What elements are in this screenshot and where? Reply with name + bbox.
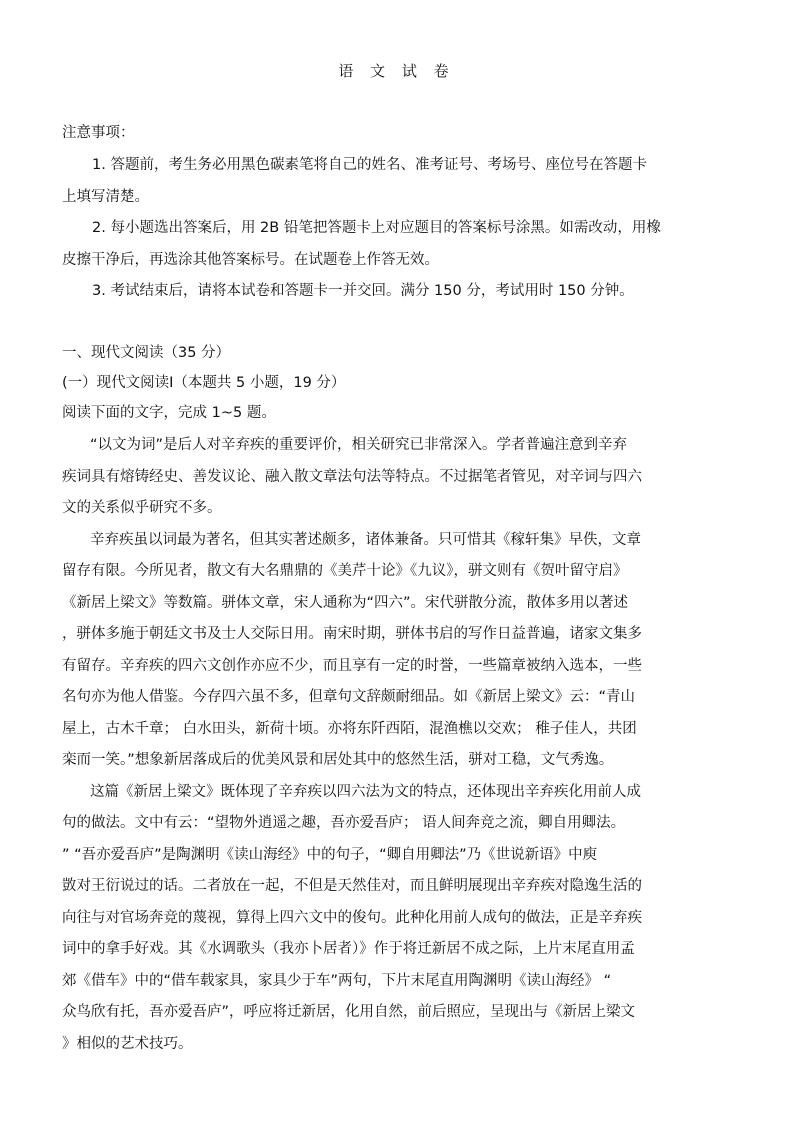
passage-line: ” “吾亦爱吾庐”是陶渊明《读山海经》中的句子，“卿自用卿法”乃《世说新语》中庾 — [62, 847, 598, 863]
passage-line: 屋上，古木千章； 白水田头，新荷十顷。亦将东阡西陌，混渔樵以交欢； 稚子佳人，共团 — [62, 721, 637, 737]
passage-line: 词中的拿手好戏。其《水调歌头（我亦卜居者）》作于将迁新居不成之际，上片末尾直用孟 — [62, 941, 635, 957]
notice-line: 2. 每小题选出答案后，用 2B 铅笔把答题卡上对应题目的答案标号涂黑。如需改动，用橡 — [92, 220, 661, 236]
sub-section-heading: (一）现代文阅读Ⅰ（本题共 5 小题，19 分） — [62, 375, 346, 391]
passage-line: 名句亦为他人借鉴。今存四六虽不多，但章句文辞颇耐细品。如《新居上梁文》云：“青山 — [62, 689, 636, 705]
passage-line: 栾而一笑。”想象新居落成后的优美风景和居处其中的悠然生活，骈对工稳，文气秀逸。 — [62, 752, 614, 768]
passage-line: 敳对王衍说过的话。二者放在一起，不但是天然佳对，而且鲜明展现出辛弃疾对隐逸生活的 — [62, 878, 642, 894]
section-heading: 一、现代文阅读（35 分） — [62, 345, 231, 361]
passage-line: 辛弃疾虽以词最为著名，但其实著述颇多，诸体兼备。只可惜其《稼轩集》早佚，文章 — [90, 532, 641, 548]
passage-line: 有留存。辛弃疾的四六文创作亦应不少，而且享有一定的时誉，一些篇章被纳入选本，一些 — [62, 658, 642, 674]
notice-line: 皮擦干净后，再选涂其他答案标号。在试题卷上作答无效。 — [62, 252, 439, 268]
exam-title: 语 文 试 卷 — [338, 62, 455, 80]
passage-line: 《新居上梁文》等数篇。骈体文章，宋人通称为“四六”。宋代骈散分流，散体多用以著述 — [62, 595, 629, 611]
passage-line: ，骈体多施于朝廷文书及士人交际日用。南宋时期，骈体书启的写作日益普遍，诸家文集多 — [62, 626, 642, 642]
passage-line: 文的关系似乎研究不多。 — [62, 500, 222, 516]
notice-heading: 注意事项： — [62, 125, 135, 141]
notice-line: 上填写清楚。 — [62, 189, 149, 205]
reading-instruction: 阅读下面的文字，完成 1~5 题。 — [62, 405, 276, 421]
passage-line: 这篇《新居上梁文》既体现了辛弃疾以四六法为文的特点，还体现出辛弃疾化用前人成 — [90, 784, 641, 800]
passage-line: “以文为词”是后人对辛弃疾的重要评价，相关研究已非常深入。学者普遍注意到辛弃 — [90, 437, 628, 453]
passage-line: 众鸟欣有托，吾亦爱吾庐”，呼应将迁新居，化用自然，前后照应，呈现出与《新居上梁文 — [62, 1004, 636, 1020]
notice-line: 3. 考试结束后，请将本试卷和答题卡一并交回。满分 150 分，考试用时 150 分钟。 — [92, 283, 634, 299]
passage-line: 》相似的艺术技巧。 — [62, 1036, 193, 1052]
passage-line: 句的做法。文中有云：“望物外逍遥之趣，吾亦爱吾庐； 语人间奔竞之流，卿自用卿法。 — [62, 815, 626, 831]
passage-line: 疾词具有熔铸经史、善发议论、融入散文章法句法等特点。不过据笔者管见，对辛词与四六 — [62, 469, 642, 485]
notice-line: 1. 答题前，考生务必用黑色碳素笔将自己的姓名、准考证号、考场号、座位号在答题卡 — [92, 157, 647, 173]
passage-line: 郊《借车》中的“借车载家具，家具少于车”两句，下片末尾直用陶渊明《读山海经》 “ — [62, 973, 612, 989]
passage-line: 向往与对官场奔竞的蔑视，算得上四六文中的俊句。此种化用前人成句的做法，正是辛弃疾 — [62, 910, 642, 926]
passage-line: 留存有限。今所见者，散文有大名鼎鼎的《美芹十论》《九议》，骈文则有《贺叶留守启》 — [62, 563, 628, 579]
